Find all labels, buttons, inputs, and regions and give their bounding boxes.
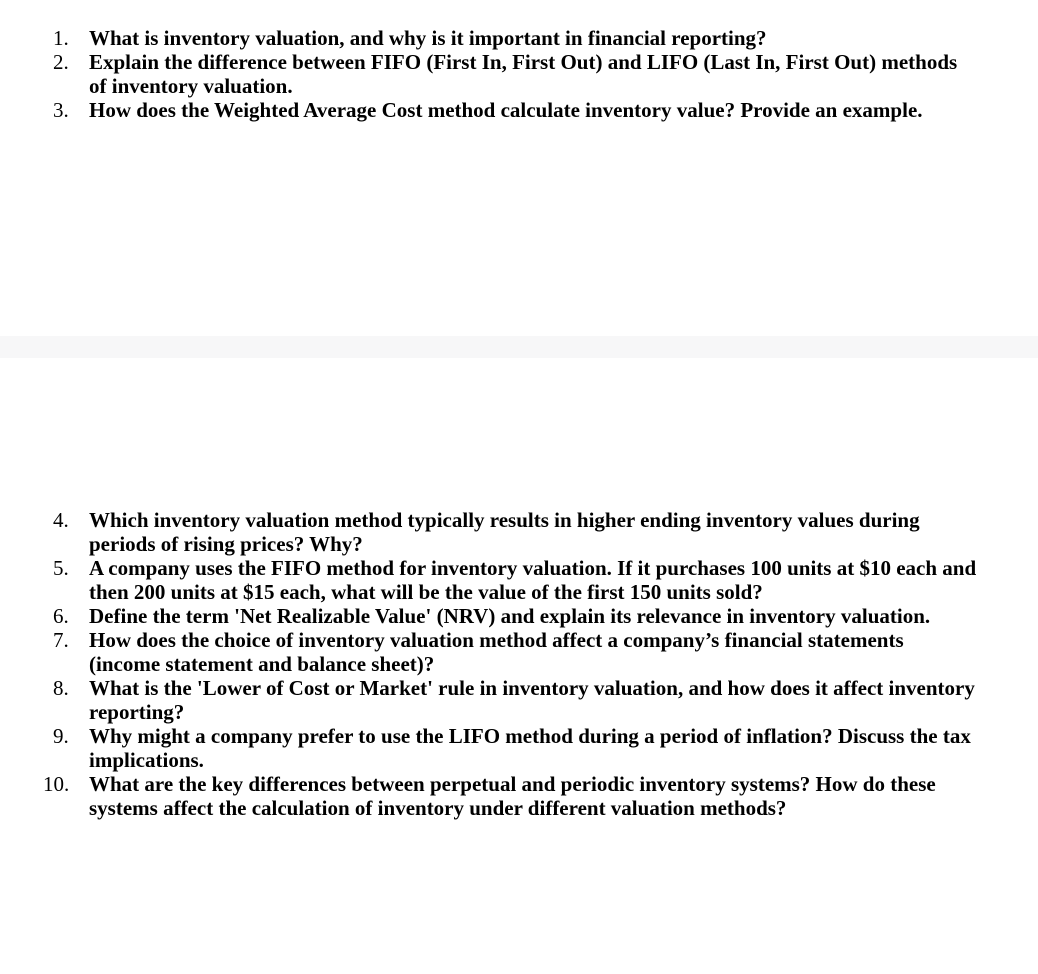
- question-text: Why might a company prefer to use the LIFO method during a period of inflation? Discuss the tax implications.: [89, 724, 971, 772]
- question-text: A company uses the FIFO method for inventory valuation. If it purchases 100 units at $10 each and then 200 units at $15 each, what will be the value of the first 150 units sold?: [89, 556, 977, 604]
- question-item-8: [0, 676, 1038, 724]
- bottom-page-section: [0, 358, 1038, 974]
- question-item-9: [0, 724, 1038, 772]
- question-item-10: [0, 772, 1038, 820]
- question-item-6: [0, 604, 1038, 628]
- question-number: 7.: [53, 628, 69, 652]
- question-text: Define the term 'Net Realizable Value' (NRV) and explain its relevance in inventory valuation.: [89, 604, 931, 628]
- question-item-4: [0, 508, 1038, 556]
- question-list-bottom: [0, 508, 1038, 820]
- question-number: 9.: [53, 724, 69, 748]
- question-text: How does the choice of inventory valuation method affect a company’s financial statements (income statement and balance sheet)?: [89, 628, 904, 676]
- question-number: 10.: [43, 772, 70, 796]
- question-item-5: [0, 556, 1038, 604]
- question-text: What are the key differences between perpetual and periodic inventory systems? How do these systems affect the calculation of inventory under different valuation methods?: [89, 772, 936, 820]
- question-item-1: [0, 26, 1038, 50]
- question-list-top: [0, 26, 1038, 122]
- question-number: 8.: [53, 676, 69, 700]
- question-number: 6.: [53, 604, 69, 628]
- question-number: 4.: [53, 508, 69, 532]
- question-text: How does the Weighted Average Cost method calculate inventory value? Provide an example.: [89, 98, 923, 122]
- section-divider: [0, 336, 1038, 358]
- question-item-7: [0, 628, 1038, 676]
- question-text: What is the 'Lower of Cost or Market' rule in inventory valuation, and how does it affect inventory reporting?: [89, 676, 975, 724]
- question-text: Which inventory valuation method typically results in higher ending inventory values during periods of rising prices? Why?: [89, 508, 920, 556]
- question-text: What is inventory valuation, and why is it important in financial reporting?: [89, 26, 767, 50]
- question-number: 5.: [53, 556, 69, 580]
- question-text: Explain the difference between FIFO (First In, First Out) and LIFO (Last In, First Out) methods of inventory valuation.: [89, 50, 958, 98]
- question-number: 2.: [53, 50, 69, 74]
- question-item-3: [0, 98, 1038, 122]
- question-item-2: [0, 50, 1038, 98]
- top-page-section: [0, 0, 1038, 336]
- question-number: 1.: [53, 26, 69, 50]
- question-number: 3.: [53, 98, 69, 122]
